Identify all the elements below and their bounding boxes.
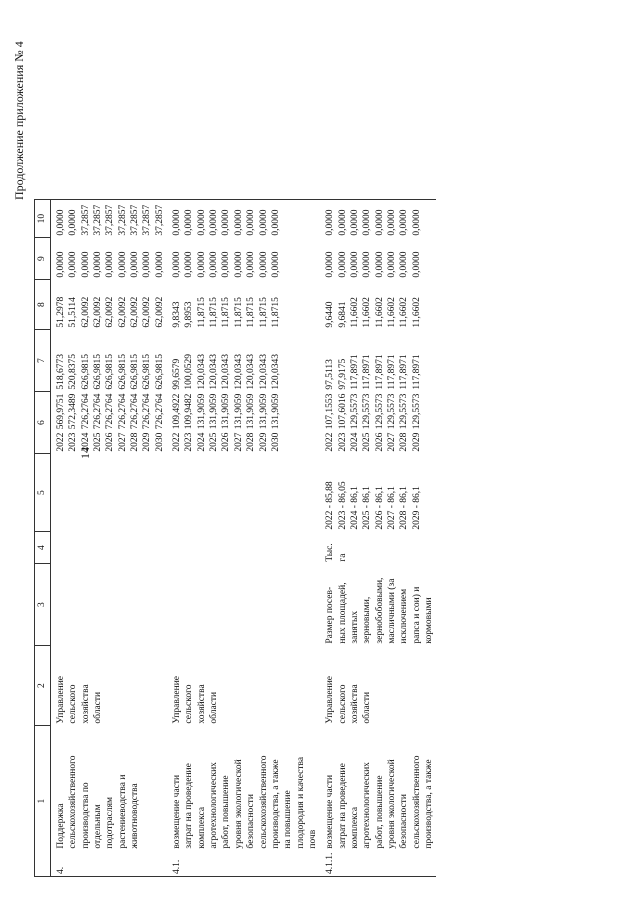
value-line: 120,0343 [233,354,244,390]
value-line: 100,0529 [184,354,195,390]
value-line: 62,0092 [130,296,141,328]
total-value: 131,9059 [196,393,207,430]
executor [320,646,436,726]
year: 2026 [221,432,232,452]
total-value: 726,2764 [105,393,116,430]
value-line: 11,6602 [374,297,385,328]
total-value: 726,2764 [142,393,153,430]
indicator-line: занятых [349,610,360,644]
measure-name-line: сельскохозяйственного [258,755,269,849]
value-line: 97,9175 [337,358,348,390]
executor-line: сельского [68,684,79,724]
value-line: 0,0000 [246,209,257,236]
value-line: 11,8715 [209,297,220,328]
value-line: 0,0000 [349,251,360,278]
values-col10 [51,200,168,238]
year-line [183,394,195,452]
unit [51,532,168,564]
executor-line: области [362,691,373,724]
target-value-line: 2025 - 86,1 [362,486,373,530]
values-col10 [320,200,436,238]
executor-line: области [209,691,220,724]
value-line: 626,9815 [154,354,165,390]
values-col8 [167,280,320,330]
year-and-total [167,392,320,454]
measure-name [167,726,320,851]
measure-name-line: сельскохозяйственного [411,755,422,849]
year: 2028 [130,432,141,452]
header-col-10: 10 [35,200,51,238]
value-line: 0,0000 [258,251,269,278]
year-line [386,394,398,452]
value-line: 0,0000 [362,251,373,278]
value-line: 0,0000 [246,251,257,278]
total-value: 107,6016 [337,393,348,430]
measure-name-line: агротехнологических [362,762,373,849]
value-line: 11,8715 [270,297,281,328]
value-line: 120,0343 [196,354,207,390]
value-line: 11,8715 [246,297,257,328]
executor [51,646,168,726]
year: 2025 [93,432,104,452]
total-value: 129,5573 [399,393,410,430]
value-line: 0,0000 [325,209,336,236]
measure-name-line: сельскохозяйственного [68,755,79,849]
value-line: 0,0000 [411,209,422,236]
value-line: 37,2857 [80,204,91,236]
header-col-2: 2 [35,646,51,726]
unit [167,532,320,564]
value-line: 117,8971 [386,354,397,390]
value-line: 626,9815 [117,354,128,390]
value-line: 51,5114 [68,297,79,328]
value-line: 62,0092 [105,296,116,328]
value-line: 117,8971 [374,354,385,390]
value-line: 37,2857 [130,204,141,236]
year-line [233,394,245,452]
year: 2029 [258,432,269,452]
value-line: 120,0343 [209,354,220,390]
value-line: 0,0000 [386,251,397,278]
measure-name-line: уровня экологической [386,759,397,849]
value-line: 0,0000 [337,209,348,236]
target-value-line: 2027 - 86,1 [386,486,397,530]
measure-name-line: подотраслям [105,797,116,849]
value-line: 518,6773 [56,354,66,390]
year: 2022 [56,432,66,452]
total-value: 131,9059 [221,393,232,430]
year: 2027 [233,432,244,452]
values-col9 [51,238,168,280]
year-line [324,394,336,452]
header-col-1: 1 [35,726,51,877]
year-line [117,394,129,452]
year: 2030 [270,432,281,452]
value-line: 626,9815 [80,354,91,390]
year: 2028 [399,432,410,452]
value-line: 0,0000 [80,251,91,278]
value-line: 0,0000 [105,251,116,278]
values-col9 [320,238,436,280]
year: 2028 [246,432,257,452]
value-line: 9,6440 [325,301,336,328]
value-line: 117,8971 [362,354,373,390]
row-number: 4. [51,851,168,877]
row-number: 4.1. [167,851,320,877]
value-line: 37,2857 [105,204,116,236]
target-value-line: 2023 - 86,05 [337,481,348,530]
value-line: 626,9815 [93,354,104,390]
executor-line: Управление [172,675,183,724]
header-col-4: 4 [35,532,51,564]
value-line: 0,0000 [56,251,66,278]
year-line [55,394,67,452]
year: 2025 [209,432,220,452]
indicator-line: зерновыми, [362,596,373,644]
executor [167,646,320,726]
value-line: 9,6841 [337,301,348,328]
year: 2029 [142,432,153,452]
measure-name-line: комплекса [349,806,360,849]
target-values [167,454,320,532]
year-line [154,394,166,452]
year: 2024 [80,432,91,452]
year: 2022 [172,432,183,452]
value-line: 117,8971 [349,354,360,390]
value-line: 0,0000 [68,209,79,236]
year-line [220,394,232,452]
value-line: 626,9815 [130,354,141,390]
year-and-total [51,392,168,454]
value-line: 0,0000 [221,251,232,278]
year: 2023 [68,432,79,452]
year-line [270,394,282,452]
value-line: 0,0000 [209,251,220,278]
measure-name-line: отдельным [93,804,104,849]
measure-name [51,726,168,851]
indicator-line: исключением [399,588,410,644]
header-col-6: 6 [35,392,51,454]
year: 2023 [337,432,348,452]
target-values [320,454,436,532]
value-line: 0,0000 [142,251,153,278]
measure-name-line: плодородия и качества [295,756,306,849]
executor-line: сельского [337,684,348,724]
value-line: 0,0000 [184,251,195,278]
values-col7 [51,330,168,392]
indicator-line: кормовыми [423,597,434,644]
header-col-3: 3 [35,564,51,646]
value-line: 0,0000 [411,251,422,278]
measure-name-line: растениеводства и [117,774,128,849]
target-values [51,454,168,532]
year-line [337,394,349,452]
value-line: 62,0092 [142,296,153,328]
measure-name-line: комплекса [196,806,207,849]
value-line: 0,0000 [172,251,183,278]
values-col10 [167,200,320,238]
target-value-line: 2029 - 86,1 [411,486,422,530]
total-value: 109,9482 [184,393,195,430]
year: 2024 [196,432,207,452]
table-row [51,200,168,877]
appendix-title: Продолжение приложения № 4 [12,41,26,200]
total-value: 129,5573 [362,393,373,430]
values-col7 [167,330,320,392]
value-line: 62,0092 [80,296,91,328]
value-line: 0,0000 [374,209,385,236]
header-col-9: 9 [35,238,51,280]
value-line: 0,0000 [399,209,410,236]
total-value: 131,9059 [270,393,281,430]
value-line: 0,0000 [270,251,281,278]
total-value: 726,2764 [80,393,91,430]
year: 2030 [154,432,165,452]
total-value: 109,4922 [172,393,183,430]
year-line [245,394,257,452]
total-value: 131,9059 [246,393,257,430]
year: 2026 [374,432,385,452]
value-line: 0,0000 [221,209,232,236]
indicator-line: масличными (за [386,578,397,644]
value-line: 0,0000 [196,209,207,236]
value-line: 120,0343 [258,354,269,390]
indicator [51,564,168,646]
value-line: 11,6602 [399,297,410,328]
year-line [208,394,220,452]
indicator-line: зернобобовыми, [374,577,385,644]
unit: Тыс. га [325,543,348,562]
year-line [349,394,361,452]
measure-name-line: затрат на проведение [184,763,195,849]
value-line: 11,6602 [362,297,373,328]
executor-line: области [93,691,104,724]
value-line: 0,0000 [337,251,348,278]
total-value: 129,5573 [386,393,397,430]
value-line: 11,6602 [386,297,397,328]
value-line: 0,0000 [154,251,165,278]
year: 2022 [325,432,336,452]
value-line: 0,0000 [172,209,183,236]
value-line: 0,0000 [209,209,220,236]
target-value-line: 2026 - 86,1 [374,486,385,530]
value-line: 11,8715 [233,297,244,328]
value-line: 0,0000 [130,251,141,278]
value-line: 120,0343 [246,354,257,390]
total-value: 129,5573 [411,393,422,430]
year: 2023 [184,432,195,452]
page-number: 14 [78,447,92,459]
value-line: 0,0000 [233,251,244,278]
value-line: 0,0000 [399,251,410,278]
header-col-8: 8 [35,280,51,330]
total-value: 726,2764 [117,393,128,430]
measure-name-line: затрат на проведение [337,763,348,849]
year: 2029 [411,432,422,452]
measure-name-line: безопасности [399,794,410,849]
year-line [258,394,270,452]
measure-name-line: возмещение части [325,774,336,849]
year-and-total [320,392,436,454]
value-line: 37,2857 [154,204,165,236]
executor-line: Управление [325,675,336,724]
value-line: 626,9815 [142,354,153,390]
executor-line: хозяйства [80,684,91,724]
value-line: 626,9815 [105,354,116,390]
year-line [398,394,410,452]
year: 2025 [362,432,373,452]
header-col-7: 7 [35,330,51,392]
value-line: 62,0092 [154,296,165,328]
total-value: 572,3489 [68,393,79,430]
value-line: 120,0343 [221,354,232,390]
value-line: 37,2857 [142,204,153,236]
year-line [141,394,153,452]
value-line: 0,0000 [362,209,373,236]
value-line: 0,0000 [270,209,281,236]
measure-name-line: на повышение [283,790,294,849]
year: 2024 [349,432,360,452]
year: 2027 [386,432,397,452]
row-number: 4.1.1. [320,851,436,877]
value-line: 0,0000 [184,209,195,236]
target-value-line: 2028 - 86,1 [399,486,410,530]
table-row [167,200,320,877]
measure-name-line: уровня экологической [233,759,244,849]
total-value: 569,9751 [56,393,66,430]
value-line: 0,0000 [117,251,128,278]
total-value: 131,9059 [209,393,220,430]
year-line [171,394,183,452]
year: 2027 [117,432,128,452]
year: 2026 [105,432,116,452]
year-line [129,394,141,452]
total-value: 726,2764 [93,393,104,430]
values-col8 [51,280,168,330]
header-col-5: 5 [35,454,51,532]
year-line [92,394,104,452]
executor-line: сельского [184,684,195,724]
values-col7 [320,330,436,392]
year-line [374,394,386,452]
measure-name-line: Поддержка [56,803,66,849]
measure-name-line: агротехнологических [209,762,220,849]
table-row [320,200,436,877]
total-value: 107,1553 [325,393,336,430]
indicator [320,564,436,646]
value-line: 0,0000 [93,251,104,278]
values-col8 [320,280,436,330]
value-line: 0,0000 [349,209,360,236]
total-value: 131,9059 [258,393,269,430]
measure-name [320,726,436,851]
total-value: 726,2764 [130,393,141,430]
executor-line: хозяйства [196,684,207,724]
value-line: 0,0000 [258,209,269,236]
value-line: 117,8971 [411,354,422,390]
value-line: 97,5113 [325,359,336,390]
value-line: 62,0092 [117,296,128,328]
target-value-line: 2024 - 86,1 [349,486,360,530]
measure-name-line: производства, а также [270,759,281,849]
executor-line: Управление [56,675,66,724]
measure-name-line: почв [307,829,318,849]
indicator-line: ных площадей, [337,582,348,644]
value-line: 0,0000 [374,251,385,278]
value-line: 520,8375 [68,354,79,390]
value-line: 120,0343 [270,354,281,390]
value-line: 62,0092 [93,296,104,328]
values-col9 [167,238,320,280]
value-line: 0,0000 [68,251,79,278]
program-table [34,199,436,877]
value-line: 9,8343 [172,301,183,328]
value-line: 0,0000 [386,209,397,236]
value-line: 11,8715 [258,297,269,328]
year-line [411,394,423,452]
year-line [196,394,208,452]
measure-name-line: производства по [80,782,91,849]
value-line: 37,2857 [93,204,104,236]
value-line: 0,0000 [196,251,207,278]
total-value: 726,2764 [154,393,165,430]
value-line: 11,6602 [349,297,360,328]
value-line: 11,8715 [221,297,232,328]
value-line: 51,2978 [56,296,66,328]
value-line: 0,0000 [56,209,66,236]
value-line: 0,0000 [233,209,244,236]
value-line: 11,8715 [196,297,207,328]
indicator [167,564,320,646]
measure-name-line: производства, а также [423,759,434,849]
total-value: 129,5573 [349,393,360,430]
target-value-line: 2022 - 85,88 [325,481,336,530]
year-line [67,394,79,452]
value-line: 117,8971 [399,354,410,390]
indicator-line: Размер посев- [325,586,336,644]
measure-name-line: работ, повышение [374,775,385,849]
measure-name-line: работ, повышение [221,775,232,849]
year-line [361,394,373,452]
year-line [104,394,116,452]
value-line: 11,6602 [411,297,422,328]
measure-name-line: безопасности [246,794,257,849]
value-line: 99,6579 [172,358,183,390]
total-value: 131,9059 [233,393,244,430]
measure-name-line: животноводства [130,783,141,849]
value-line: 9,8953 [184,301,195,328]
value-line: 0,0000 [325,251,336,278]
value-line: 37,2857 [117,204,128,236]
table-header [35,200,51,877]
indicator-line: рапса и сои) и [411,586,422,644]
total-value: 129,5573 [374,393,385,430]
measure-name-line: возмещение части [172,774,183,849]
year-line [80,394,92,452]
executor-line: хозяйства [349,684,360,724]
table-body [51,200,437,877]
